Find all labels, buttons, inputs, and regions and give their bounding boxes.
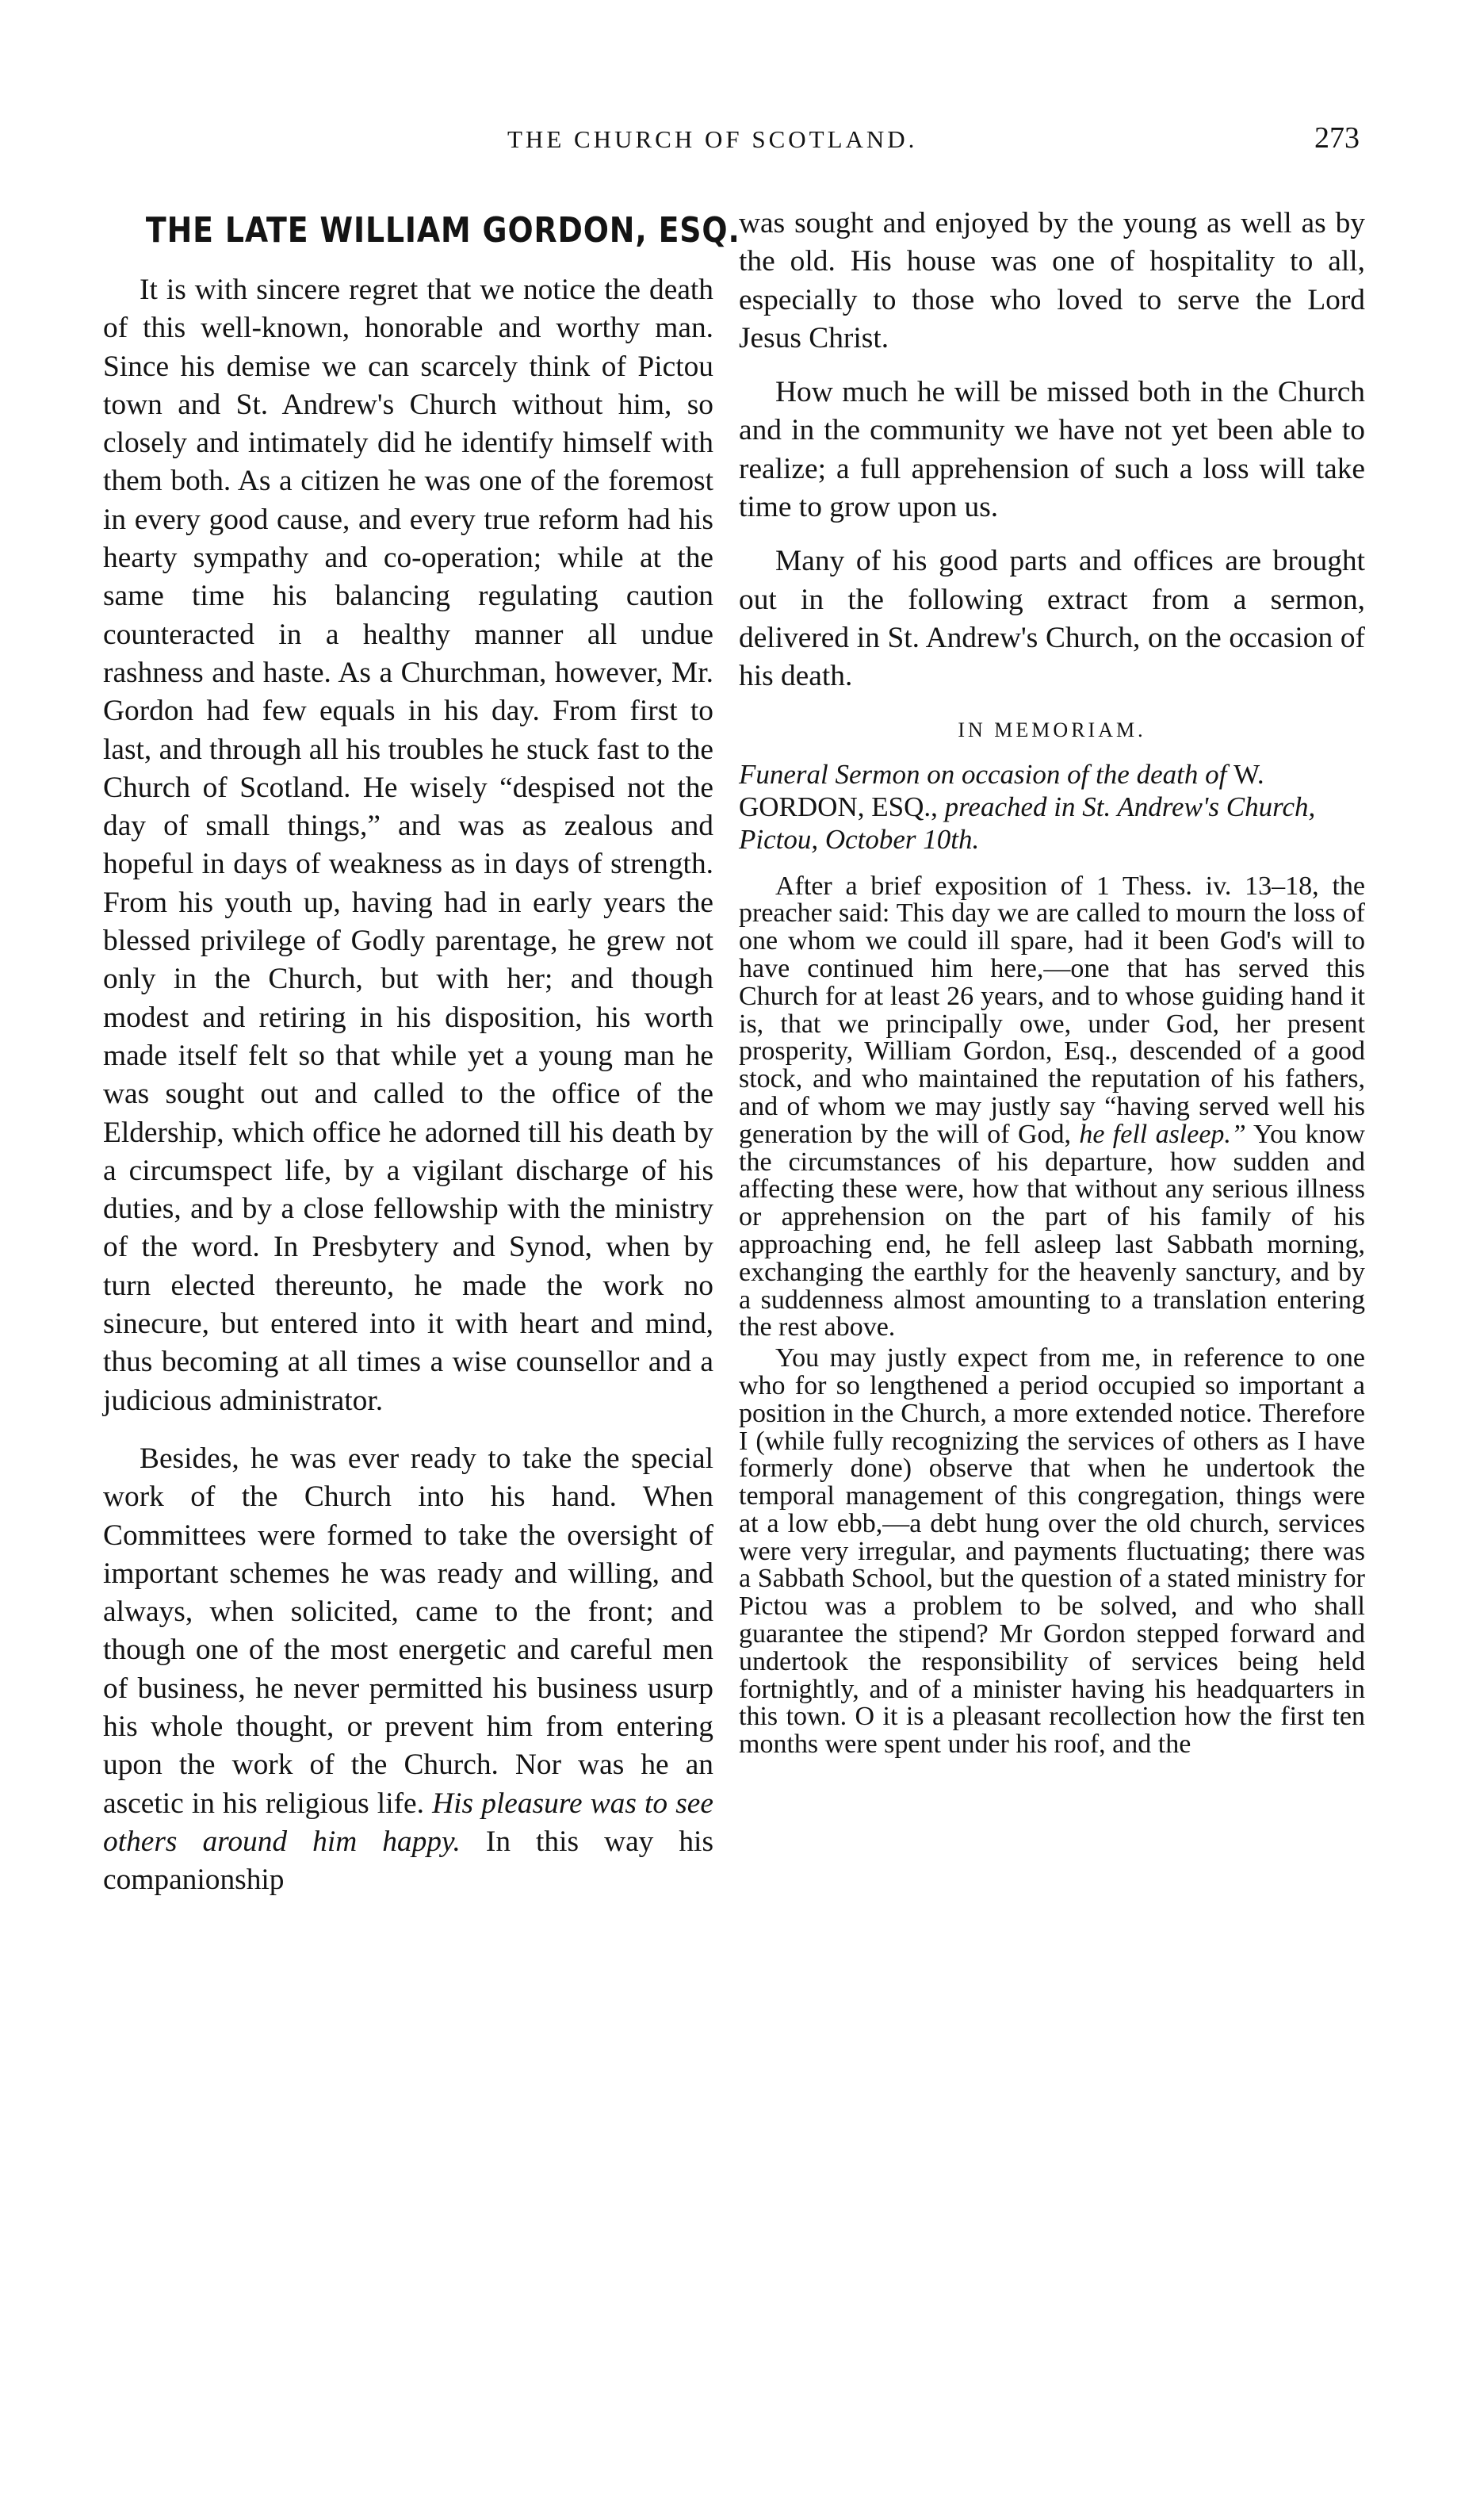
- sermon-heading-a: Funeral Sermon on occasion of the death of: [739, 758, 1227, 790]
- paragraph-extract-intro: Many of his good parts and offices are brought out in the following extract from a sermon, delivered in St. Andrew's Church, on the occasion of his death.: [739, 545, 1365, 693]
- sermon-heading-name: W. GORDON, ESQ.,: [739, 758, 1264, 822]
- sermon-heading: [739, 758, 1365, 856]
- sermon-paragraph-1: [739, 873, 1365, 1343]
- page-number: 273: [1314, 121, 1360, 155]
- sermon-p1-italic: he fell asleep.”: [1079, 1119, 1246, 1149]
- left-column: [103, 210, 740, 1899]
- paragraph-committees-text: Besides, he was ever ready to take the special work of the Church into his hand. When Committees were formed to take the oversight of important schemes he was ready and willing, and always, when solicited, came to the front; and though one of the most energetic and careful men of business, he never permitted his business usurp his whole thought, or prevent him from entering upon the work of the Church. Nor was he an ascetic in his religious life.: [103, 1442, 713, 1820]
- sermon-p1-text: After a brief exposition of 1 Thess. iv. 13–18, the preacher said: This day we are called to mourn the loss of one whom we could ill spare, had it been God's will to have continued him here,—one that has served this Church for at least 26 years, and to whose guiding hand it is, that we principally owe, under God, her present prosperity, William Gordon, Esq., descended of a good stock, and who maintained the reputation of his fathers, and of whom we may justly say “having served well his generation by the will of God,: [739, 871, 1365, 1149]
- article-title: THE LATE WILLIAM GORDON, ESQ.: [145, 210, 740, 251]
- paragraph-missed: How much he will be missed both in the Church and in the community we have not yet been able to realize; a full apprehension of such a loss will take time to grow upon us.: [739, 376, 1365, 524]
- sermon-heading-b: preached in St. Andrew's Church, Pictou, October 10th.: [739, 791, 1316, 855]
- memoriam-heading: IN MEMORIAM.: [958, 718, 1146, 741]
- paragraph-introduction: It is with sincere regret that we notice the death of this well-known, honorable and worthy man. Since his demise we can scarcely think of Pictou town and St. Andrew's Church without him, so closely and intimately did he identify himself with them both. As a citizen he was one of the foremost in every good cause, and every true reform had his hearty sympathy and co-operation; while at the same time his balancing regulating caution counteracted in a healthy manner all undue rashness and haste. As a Churchman, however, Mr. Gordon had few equals in his day. From first to last, and through all his troubles he stuck fast to the Church of Scotland. He wisely “despised not the day of small things,” and was as zealous and hopeful in days of weakness as in days of strength. From his youth up, having had in early years the blessed privilege of Godly parentage, he grew not only in the Church, but with her; and though modest and retiring in his disposition, his worth made itself felt so that while yet a young man he was sought out and called to the office of the Eldership, which office he adorned till his death by a circumspect life, by a vigilant discharge of his duties, and by a close fellowship with the ministry of the word. In Presbytery and Synod, when by turn elected thereunto, he made the work no sinecure, but entered into it with heart and mind, thus becoming at all times a wise counsellor and a judicious administrator.: [103, 274, 713, 1417]
- paragraph-committees-italic: His pleasure was to see others around him happy.: [103, 1787, 713, 1858]
- paragraph-committees-tail: In this way his companionship: [103, 1825, 713, 1897]
- sermon-extract: [739, 873, 1365, 1760]
- running-header: [0, 121, 1484, 173]
- running-title: THE CHURCH OF SCOTLAND.: [507, 125, 918, 153]
- sermon-paragraph-2: You may justly expect from me, in reference to one who for so lengthened a period occupied so important a position in the Church, a more extended notice. Therefore I (while fully recognizing the services of others as I have formerly done) observe that when he undertook the temporal management of this congregation, things were at a low ebb,—a debt hung over the old church, services were very irregular, and payments fluctuating; there was a Sabbath School, but the question of a stated ministry for Pictou was a problem to be solved, and who shall guarantee the stipend? Mr Gordon stepped forward and undertook the responsibility of services being held fortnightly, and of a minister having his headquarters in this town. O it is a pleasant recollection how the first ten months were spent under his roof, and the: [739, 1343, 1365, 1760]
- paragraph-committees: [103, 1440, 713, 1900]
- sermon-p1-tail: You know the circumstances of his departure, how sudden and affecting these were, how that without any serious illness or apprehension on the part of his family of his approaching end, he fell asleep last Sabbath morning, exchanging the earthly for the heavenly sanctury, and by a suddenness almost amounting to a translation entering the rest above.: [739, 1119, 1365, 1343]
- paragraph-continued: was sought and enjoyed by the young as well as by the old. His house was one of hospitality to all, especially to those who loved to serve the Lord Jesus Christ.: [739, 207, 1365, 354]
- right-column: [739, 205, 1365, 1759]
